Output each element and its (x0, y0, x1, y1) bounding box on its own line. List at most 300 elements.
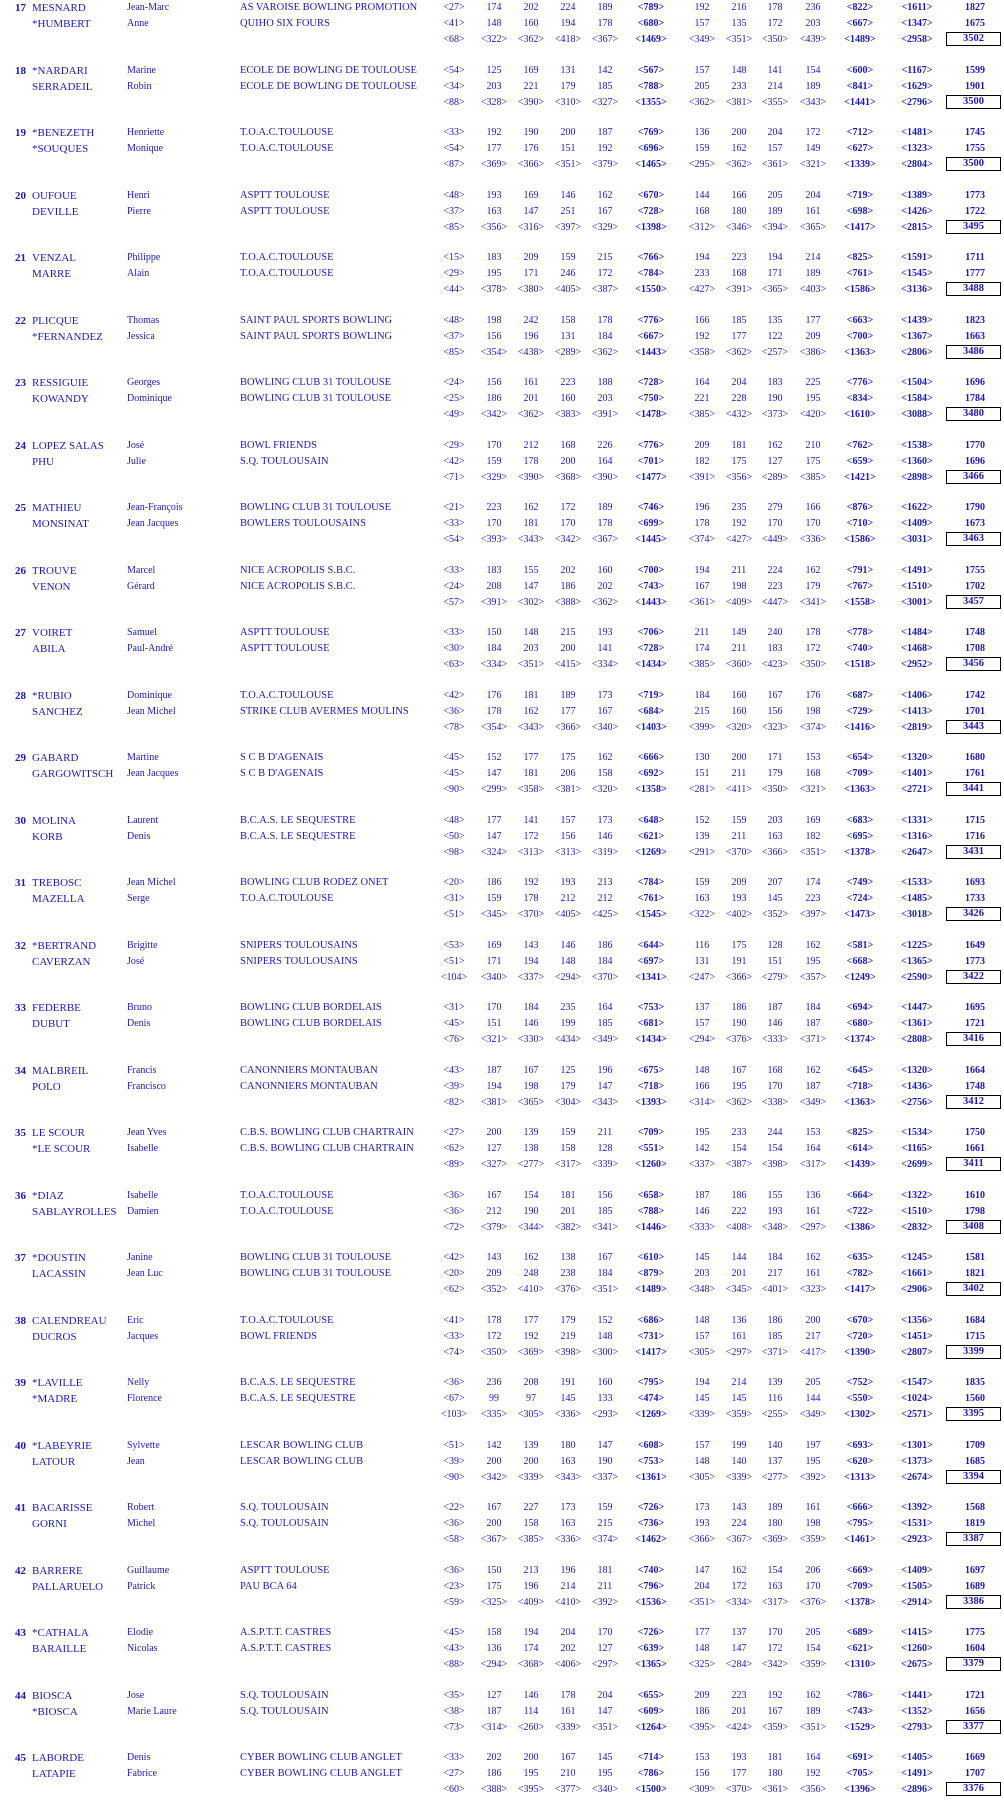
player-club: S.Q. TOULOUSAIN (240, 1502, 329, 1513)
team-g5: <325> (688, 1659, 716, 1670)
player-total: <1491> (901, 564, 933, 576)
player-g4: 164 (597, 1002, 613, 1013)
player-g6: 211 (731, 830, 747, 842)
player-total: <1245> (901, 1252, 933, 1263)
player-row (0, 1500, 1004, 1516)
team-final-score: 3379 (946, 1657, 1001, 1671)
team-g1: <354> (480, 721, 508, 733)
player-g5: 167 (694, 580, 710, 592)
player-total: <1320> (901, 1064, 933, 1076)
team-hcp: <71> (443, 471, 465, 483)
player-club: ASPTT TOULOUSE (240, 189, 330, 201)
player-total: <1451> (901, 1330, 933, 1342)
player-scratch: 1673 (965, 518, 985, 529)
player-first-name: Janine (127, 1252, 153, 1263)
player-g7: 192 (767, 1689, 783, 1701)
team-total: <3088> (901, 409, 933, 420)
team-g3: <405> (554, 284, 582, 295)
player-last-name: LACASSIN (32, 1268, 86, 1280)
player-hcp: <27> (443, 2, 465, 13)
team-g2: <277> (517, 1159, 545, 1170)
player-g1: 186 (486, 393, 502, 404)
player-first-name: Jean-François (127, 502, 183, 513)
player-g6: 161 (731, 1330, 747, 1342)
player-last-name: *LABEYRIE (32, 1439, 92, 1452)
team-block (0, 125, 1004, 191)
team-g8: <357> (799, 971, 827, 983)
team-g3: <336> (554, 1409, 582, 1420)
player-scratch: 1770 (965, 439, 985, 451)
team-g4: <343> (591, 1096, 619, 1108)
player-club: T.O.A.C.TOULOUSE (240, 893, 334, 904)
team-g3: <383> (554, 409, 582, 420)
team-g1: <342> (480, 409, 508, 420)
player-g5: 166 (694, 314, 710, 326)
team-hcp: <78> (443, 721, 465, 733)
player-last-name: MONSINAT (32, 518, 89, 530)
player-g3: 125 (560, 1064, 576, 1076)
player-row (0, 141, 1004, 157)
player-g3: 200 (560, 455, 576, 467)
player-g6: 162 (731, 143, 747, 154)
player-g4: 226 (597, 439, 613, 451)
player-sub2: <600> (846, 64, 874, 76)
player-sub1: <746> (637, 502, 665, 513)
player-hcp: <41> (443, 18, 465, 29)
player-club: S.Q. TOULOUSAIN (240, 1705, 329, 1717)
team-block (0, 313, 1004, 379)
team-total-row (0, 220, 1004, 236)
player-last-name: MARRE (32, 268, 72, 280)
player-g8: 236 (805, 2, 821, 13)
team-total: <2674> (901, 1471, 933, 1483)
player-g6: 172 (731, 1580, 747, 1592)
player-row (0, 391, 1004, 407)
player-club: ASPTT TOULOUSE (240, 627, 330, 638)
player-g7: 139 (767, 1377, 783, 1388)
player-total: <1347> (901, 18, 933, 29)
player-hcp: <36> (443, 1189, 465, 1201)
player-total: <1361> (901, 1018, 933, 1029)
player-first-name: Jean Michel (127, 877, 176, 888)
player-g2: 158 (523, 1518, 539, 1529)
team-sub2: <1339> (844, 159, 876, 170)
team-total-row (0, 970, 1004, 986)
player-g7: 141 (767, 64, 783, 76)
player-total: <1468> (901, 643, 933, 654)
player-g3: 219 (560, 1330, 576, 1342)
team-block (0, 1375, 1004, 1441)
player-g1: 156 (486, 330, 502, 342)
team-total: <2896> (901, 1784, 933, 1795)
team-total-row (0, 32, 1004, 48)
team-total-row (0, 720, 1004, 736)
player-g6: 181 (731, 439, 747, 451)
player-g6: 159 (731, 814, 747, 826)
player-row (0, 875, 1004, 891)
player-g3: 191 (560, 1377, 576, 1388)
team-hcp: <90> (443, 1471, 465, 1483)
player-hcp: <41> (443, 1314, 465, 1326)
player-g1: 186 (486, 877, 502, 888)
player-g6: 201 (731, 1705, 747, 1717)
rank-number: 31 (15, 877, 26, 889)
player-first-name: Denis (127, 1018, 151, 1029)
player-g1: 147 (486, 768, 502, 779)
player-g2: 201 (523, 393, 539, 404)
player-g5: 196 (694, 502, 710, 513)
player-club: SAINT PAUL SPORTS BOWLING (240, 314, 393, 326)
team-g4: <341> (591, 1221, 619, 1233)
player-sub1: <788> (637, 80, 665, 92)
player-scratch: 1664 (965, 1064, 985, 1076)
team-g8: <385> (799, 471, 827, 483)
player-hcp: <54> (443, 143, 465, 154)
player-hcp: <42> (443, 689, 465, 701)
player-g7: 172 (767, 18, 783, 29)
player-g8: 206 (805, 1564, 821, 1576)
player-g4: 189 (597, 2, 613, 13)
player-g3: 235 (560, 1002, 576, 1013)
player-hcp: <62> (443, 1143, 465, 1154)
player-sub1: <699> (637, 518, 665, 529)
player-last-name: BARRERE (32, 1564, 83, 1577)
team-g3: <381> (554, 784, 582, 795)
player-g6: 148 (731, 64, 747, 76)
team-g6: <432> (725, 409, 753, 420)
player-g6: 186 (731, 1189, 747, 1201)
player-g6: 204 (731, 377, 747, 388)
player-scratch: 1773 (965, 955, 985, 967)
team-g6: <284> (725, 1659, 753, 1670)
player-row (0, 188, 1004, 204)
player-club: B.C.A.S. LE SEQUESTRE (240, 1377, 356, 1388)
player-g6: 175 (731, 939, 747, 951)
player-sub2: <743> (846, 1705, 874, 1717)
player-sub2: <778> (846, 627, 874, 638)
player-g2: 248 (523, 1268, 539, 1279)
rank-number: 43 (15, 1627, 26, 1639)
player-scratch: 1755 (965, 564, 985, 576)
player-sub1: <696> (637, 143, 665, 154)
player-g8: 203 (805, 18, 821, 29)
team-g7: <447> (761, 596, 789, 608)
team-sub1: <1361> (635, 1471, 667, 1483)
team-g5: <309> (688, 1784, 716, 1795)
player-sub1: <750> (637, 393, 665, 404)
team-final-score: 3456 (946, 657, 1001, 671)
team-total-row (0, 1782, 1004, 1798)
player-club: BOWLING CLUB 31 TOULOUSE (240, 502, 391, 513)
team-g3: <368> (554, 471, 582, 483)
player-g2: 147 (523, 580, 539, 592)
player-sub2: <667> (846, 18, 874, 29)
player-club: A.S.P.T.T. CASTRES (240, 1627, 332, 1638)
player-hcp: <33> (443, 1752, 465, 1763)
player-first-name: Marie Laure (127, 1705, 177, 1717)
team-total: <2958> (901, 34, 933, 45)
player-g3: 238 (560, 1268, 576, 1279)
player-sub1: <684> (637, 705, 665, 717)
player-g6: 135 (731, 18, 747, 29)
player-last-name: *HUMBERT (32, 18, 91, 30)
player-first-name: Samuel (127, 627, 157, 638)
team-g1: <354> (480, 346, 508, 358)
team-sub2: <1313> (844, 1471, 876, 1483)
team-sub2: <1310> (844, 1659, 876, 1670)
player-hcp: <45> (443, 768, 465, 779)
team-g4: <425> (591, 909, 619, 920)
player-hcp: <50> (443, 830, 465, 842)
player-sub2: <776> (846, 377, 874, 388)
player-total: <1538> (901, 439, 933, 451)
team-g1: <299> (480, 784, 508, 795)
player-g1: 174 (486, 2, 502, 13)
team-block (0, 1688, 1004, 1754)
player-row (0, 625, 1004, 641)
player-g7: 116 (767, 1393, 783, 1404)
team-g6: <359> (725, 1409, 753, 1420)
player-g8: 164 (805, 1143, 821, 1154)
player-first-name: Nicolas (127, 1643, 158, 1654)
team-g4: <351> (591, 1284, 619, 1295)
team-final-score: 3376 (946, 1782, 1001, 1796)
team-sub1: <1393> (635, 1096, 667, 1108)
player-scratch: 1711 (965, 252, 985, 263)
player-row (0, 0, 1004, 16)
player-sub1: <610> (637, 1252, 665, 1263)
player-g6: 233 (731, 80, 747, 92)
player-sub2: <698> (846, 205, 874, 217)
team-g3: <336> (554, 1534, 582, 1545)
team-g3: <304> (554, 1096, 582, 1108)
player-total: <1365> (901, 955, 933, 967)
player-g5: 116 (694, 939, 710, 951)
player-g8: 162 (805, 564, 821, 576)
player-row (0, 313, 1004, 329)
player-g4: 193 (597, 627, 613, 638)
player-sub1: <701> (637, 455, 665, 467)
player-sub1: <769> (637, 127, 665, 138)
team-g3: <410> (554, 1596, 582, 1608)
player-scratch: 1696 (965, 377, 985, 388)
player-hcp: <54> (443, 64, 465, 76)
team-g2: <337> (517, 971, 545, 983)
player-row (0, 1375, 1004, 1391)
player-sub1: <761> (637, 893, 665, 904)
team-final-score: 3394 (946, 1470, 1001, 1484)
team-total: <3018> (901, 909, 933, 920)
player-sub2: <709> (846, 1580, 874, 1592)
player-g6: 167 (731, 1064, 747, 1076)
player-club: BOWLING CLUB RODEZ ONET (240, 877, 389, 888)
player-g8: 195 (805, 393, 821, 404)
team-g1: <369> (480, 159, 508, 170)
team-g6: <409> (725, 596, 753, 608)
player-sub1: <474> (637, 1393, 665, 1404)
player-g5: 148 (694, 1455, 710, 1467)
team-g8: <420> (799, 409, 827, 420)
team-hcp: <88> (443, 1659, 465, 1670)
player-g3: 160 (560, 393, 576, 404)
team-hcp: <58> (443, 1534, 465, 1545)
team-g5: <305> (688, 1471, 716, 1483)
player-g8: 204 (805, 189, 821, 201)
player-g1: 183 (486, 252, 502, 263)
team-sub1: <1536> (635, 1596, 667, 1608)
player-g3: 146 (560, 189, 576, 201)
team-g3: <434> (554, 1034, 582, 1045)
player-g7: 205 (767, 189, 783, 201)
team-g5: <312> (688, 221, 716, 233)
team-final-score: 3387 (946, 1532, 1001, 1546)
player-g4: 178 (597, 314, 613, 326)
player-sub2: <550> (846, 1393, 874, 1404)
player-g8: 161 (805, 205, 821, 217)
player-club: BOWLING CLUB 31 TOULOUSE (240, 377, 391, 388)
team-sub1: <1269> (635, 1409, 667, 1420)
team-hcp: <73> (443, 1721, 465, 1733)
player-club: T.O.A.C.TOULOUSE (240, 127, 334, 138)
team-sub1: <1446> (635, 1221, 667, 1233)
player-g2: 195 (523, 1768, 539, 1779)
player-club: T.O.A.C.TOULOUSE (240, 143, 334, 154)
player-g8: 192 (805, 1768, 821, 1779)
player-g6: 177 (731, 330, 747, 342)
player-g2: 184 (523, 1002, 539, 1013)
team-g1: <350> (480, 1346, 508, 1358)
player-g2: 162 (523, 502, 539, 513)
rank-number: 34 (15, 1064, 26, 1077)
player-scratch: 1715 (965, 814, 985, 826)
team-block (0, 1188, 1004, 1254)
player-first-name: Jean-Marc (127, 2, 170, 13)
player-g3: 175 (560, 752, 576, 763)
player-g1: 152 (486, 752, 502, 763)
team-final-score: 3466 (946, 470, 1001, 484)
player-g7: 193 (767, 1205, 783, 1217)
player-row (0, 375, 1004, 391)
team-g3: <405> (554, 909, 582, 920)
player-total: <1439> (901, 314, 933, 326)
player-club: QUIHO SIX FOURS (240, 18, 330, 29)
rank-number: 23 (15, 377, 26, 389)
player-g1: 183 (486, 564, 502, 576)
team-g1: <367> (480, 1534, 508, 1545)
player-g5: 194 (694, 252, 710, 263)
player-hcp: <20> (443, 1268, 465, 1279)
team-g5: <295> (688, 159, 716, 170)
player-g7: 204 (767, 127, 783, 138)
player-hcp: <36> (443, 1377, 465, 1388)
team-sub1: <1477> (635, 471, 667, 483)
team-hcp: <63> (443, 659, 465, 670)
player-total: <1436> (901, 1080, 933, 1092)
team-sub1: <1264> (635, 1721, 667, 1733)
team-sub1: <1365> (635, 1659, 667, 1670)
player-sub2: <669> (846, 1564, 874, 1576)
player-g4: 173 (597, 814, 613, 826)
player-g4: 204 (597, 1689, 613, 1701)
team-g8: <376> (799, 1596, 827, 1608)
player-g1: 195 (486, 268, 502, 279)
player-g5: 194 (694, 564, 710, 576)
player-g6: 198 (731, 580, 747, 592)
team-block (0, 188, 1004, 254)
player-row (0, 16, 1004, 32)
player-scratch: 1773 (965, 189, 985, 201)
player-g2: 178 (523, 455, 539, 467)
player-sub1: <789> (637, 2, 665, 13)
team-g7: <369> (761, 1534, 789, 1545)
player-g7: 156 (767, 705, 783, 717)
player-hcp: <36> (443, 1518, 465, 1529)
rank-number: 17 (15, 2, 26, 14)
team-g7: <352> (761, 909, 789, 920)
player-hcp: <27> (443, 1768, 465, 1779)
player-g6: 224 (731, 1518, 747, 1529)
player-total: <1547> (901, 1377, 933, 1388)
team-hcp: <57> (443, 596, 465, 608)
player-g7: 186 (767, 1314, 783, 1326)
player-total: <1426> (901, 205, 933, 217)
player-g1: 142 (486, 1439, 502, 1451)
player-g5: 159 (694, 143, 710, 154)
player-sub2: <694> (846, 1002, 874, 1013)
team-final-score: 3443 (946, 720, 1001, 734)
player-g6: 235 (731, 502, 747, 513)
team-g6: <297> (725, 1346, 753, 1358)
team-total-row (0, 1282, 1004, 1298)
player-sub2: <710> (846, 518, 874, 529)
player-g2: 143 (523, 939, 539, 951)
team-g8: <417> (799, 1346, 827, 1358)
player-first-name: Monique (127, 143, 164, 154)
player-total: <1360> (901, 455, 933, 467)
player-g4: 142 (597, 64, 613, 76)
player-g4: 160 (597, 564, 613, 576)
player-g4: 212 (597, 893, 613, 904)
team-final-score: 3402 (946, 1282, 1001, 1296)
team-final-score: 3495 (946, 220, 1001, 234)
player-g6: 201 (731, 1268, 747, 1279)
player-last-name: ABILA (32, 643, 66, 655)
player-sub1: <776> (637, 314, 665, 326)
team-g6: <334> (725, 1596, 753, 1608)
player-sub2: <761> (846, 268, 874, 279)
player-g4: 147 (597, 1080, 613, 1092)
player-first-name: Sylvette (127, 1439, 160, 1451)
player-sub2: <791> (846, 564, 874, 576)
player-last-name: FEDERBE (32, 1002, 81, 1014)
team-sub2: <1610> (844, 409, 876, 420)
player-last-name: CAVERZAN (32, 955, 91, 968)
player-row (0, 750, 1004, 766)
player-g3: 168 (560, 439, 576, 451)
player-g3: 215 (560, 627, 576, 638)
player-g8: 162 (805, 1689, 821, 1701)
player-g1: 159 (486, 455, 502, 467)
team-g5: <337> (688, 1159, 716, 1170)
team-total: <2590> (901, 971, 933, 983)
team-g2: <385> (517, 1534, 545, 1545)
team-g7: <373> (761, 409, 789, 420)
team-hcp: <90> (443, 784, 465, 795)
team-sub1: <1398> (635, 221, 667, 233)
team-total-row (0, 1657, 1004, 1673)
player-g8: 223 (805, 893, 821, 904)
team-hcp: <62> (443, 1284, 465, 1295)
